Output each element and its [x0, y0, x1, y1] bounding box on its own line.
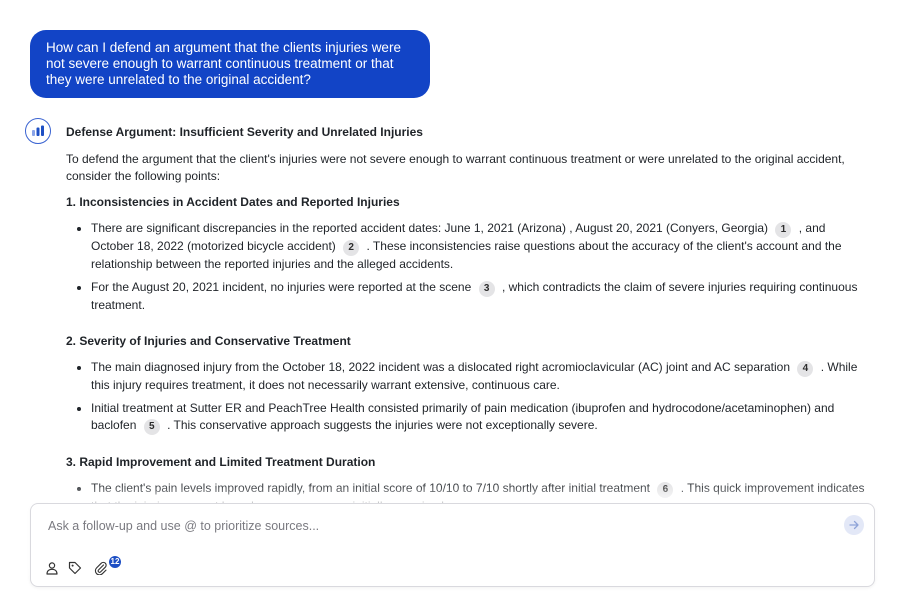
bullet-text: There are significant discrepancies in the reported accident dates: June 1, 2021 (Arizona) , August 20, 2021 (Conyers, Georgia)	[91, 221, 769, 235]
bullet-text: . This conservative approach suggests the injuries were not exceptionally severe.	[167, 418, 598, 432]
list-item	[91, 359, 866, 394]
assistant-logo-icon	[25, 118, 51, 144]
bullet-list	[66, 359, 866, 435]
section-heading: 2. Severity of Injuries and Conservative Treatment	[66, 334, 351, 348]
section-heading: 1. Inconsistencies in Accident Dates and Reported Injuries	[66, 195, 400, 209]
bullet-text: , and October 18, 2022 (motorized bicycle accident)	[91, 221, 826, 253]
tag-icon	[68, 561, 82, 575]
tag-button[interactable]	[67, 560, 83, 576]
list-item	[91, 279, 866, 314]
bullet-text: . This quick improvement indicates	[680, 481, 865, 495]
attach-button[interactable]	[93, 560, 109, 576]
citation-badge[interactable]: 2	[343, 240, 359, 256]
composer	[30, 503, 875, 587]
assistant-answer	[66, 120, 866, 534]
section-heading: 3. Rapid Improvement and Limited Treatment Duration	[66, 455, 376, 469]
citation-badge[interactable]: 1	[775, 222, 791, 238]
send-button[interactable]	[844, 515, 864, 535]
bullet-text: . These inconsistencies raise questions about the accuracy of the client's account and the relationship between the reported injuries and the alleged accidents.	[91, 239, 842, 271]
answer-intro: To defend the argument that the client's injuries were not severe enough to warrant continuous treatment or were unrelated to the original accident, consider the following points:	[66, 152, 845, 183]
bullet-text: For the August 20, 2021 incident, no injuries were reported at the scene	[91, 280, 472, 294]
user-message-text: How can I defend an argument that the clients injuries were not severe enough to warrant continuous treatment or that they were unrelated to the original accident?	[46, 40, 401, 87]
bullet-text: . While this injury requires treatment, it does not necessarily warrant extensive, continuous care.	[91, 360, 858, 392]
list-item	[91, 400, 866, 435]
citation-badge[interactable]: 3	[479, 281, 495, 297]
attachment-count-badge: 12	[110, 557, 120, 566]
follow-up-input[interactable]	[46, 518, 810, 534]
answer-title: Defense Argument: Insufficient Severity and Unrelated Injuries	[66, 125, 423, 139]
bullet-text: , which contradicts the claim of severe injuries requiring continuous treatment.	[91, 280, 858, 312]
bullet-text: The main diagnosed injury from the October 18, 2022 incident was a dislocated right acromioclavicular (AC) joint and AC separation	[91, 360, 791, 374]
bullet-text: Initial treatment at Sutter ER and PeachTree Health consisted primarily of pain medication (ibuprofen and hydrocodone/acetaminophen) and baclofen	[91, 401, 835, 432]
person-icon	[45, 561, 59, 575]
paperclip-icon	[94, 561, 108, 575]
citation-badge[interactable]: 6	[657, 482, 673, 498]
list-item	[91, 220, 866, 273]
citation-badge[interactable]: 4	[797, 361, 813, 377]
bullet-list	[66, 220, 866, 314]
user-message-bubble	[30, 30, 430, 98]
citation-badge[interactable]: 5	[144, 419, 160, 435]
arrow-right-icon	[848, 519, 860, 531]
bullet-text: The client's pain levels improved rapidly, from an initial score of 10/10 to 7/10 shortly after initial treatment	[91, 481, 651, 495]
person-button[interactable]	[44, 560, 60, 576]
